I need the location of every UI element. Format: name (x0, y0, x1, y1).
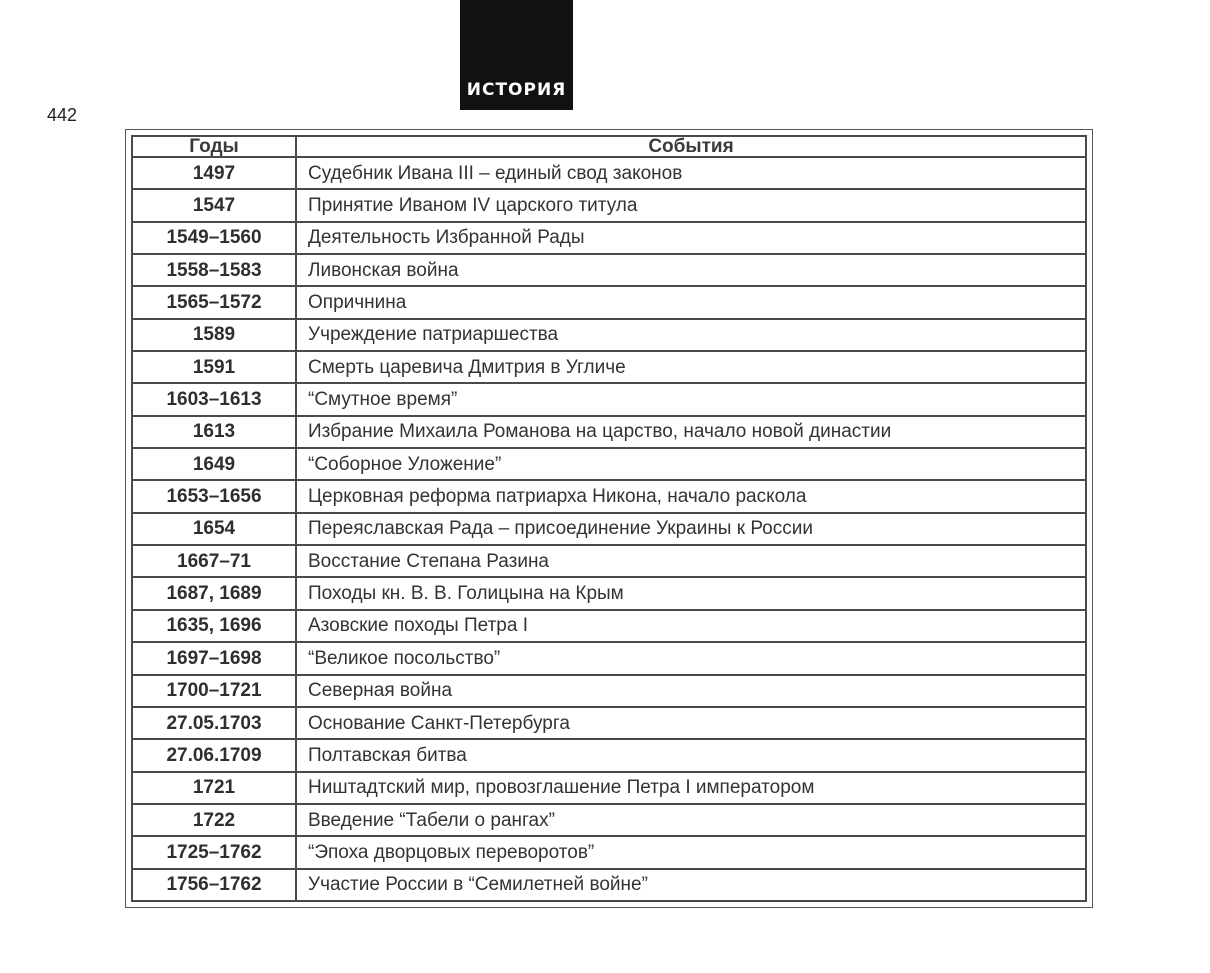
table-row (132, 416, 1086, 448)
table-header-row (132, 136, 1086, 157)
table-row (132, 480, 1086, 512)
row-years: 1603–1613 (132, 383, 296, 415)
row-event: Введение “Табели о рангах” (296, 804, 1086, 836)
row-years: 1565–1572 (132, 286, 296, 318)
chronology-table (131, 135, 1087, 902)
row-event: Принятие Иваном IV царского титула (296, 189, 1086, 221)
row-event: Церковная реформа патриарха Никона, начало раскола (296, 480, 1086, 512)
row-years: 1649 (132, 448, 296, 480)
table-row (132, 254, 1086, 286)
table-row (132, 642, 1086, 674)
table-row (132, 675, 1086, 707)
row-event: “Смутное время” (296, 383, 1086, 415)
table-row (132, 869, 1086, 901)
table-row (132, 189, 1086, 221)
row-event: Переяславская Рада – присоединение Украины к России (296, 513, 1086, 545)
row-years: 1721 (132, 772, 296, 804)
row-years: 1654 (132, 513, 296, 545)
row-event: Деятельность Избранной Рады (296, 222, 1086, 254)
row-event: “Великое посольство” (296, 642, 1086, 674)
row-event: Полтавская битва (296, 739, 1086, 771)
table-row (132, 610, 1086, 642)
section-title: ИСТОРИЯ (466, 80, 567, 100)
row-event: “Соборное Уложение” (296, 448, 1086, 480)
chronology-table-frame (125, 129, 1093, 908)
row-years: 1687, 1689 (132, 577, 296, 609)
row-years: 1591 (132, 351, 296, 383)
row-event: Судебник Ивана III – единый свод законов (296, 157, 1086, 189)
page-number: 442 (47, 105, 78, 125)
row-years: 1613 (132, 416, 296, 448)
table-row (132, 351, 1086, 383)
table-row (132, 577, 1086, 609)
row-years: 1589 (132, 319, 296, 351)
row-event: Восстание Степана Разина (296, 545, 1086, 577)
row-event: Ливонская война (296, 254, 1086, 286)
row-event: Учреждение патриаршества (296, 319, 1086, 351)
row-years: 1653–1656 (132, 480, 296, 512)
column-header-events: События (296, 136, 1086, 157)
section-tab (460, 0, 573, 110)
row-event: Избрание Михаила Романова на царство, начало новой династии (296, 416, 1086, 448)
column-header-years: Годы (132, 136, 296, 157)
table-row (132, 545, 1086, 577)
table-row (132, 707, 1086, 739)
table-row (132, 739, 1086, 771)
row-event: Участие России в “Семилетней войне” (296, 869, 1086, 901)
row-years: 1697–1698 (132, 642, 296, 674)
row-years: 1667–71 (132, 545, 296, 577)
table-row (132, 157, 1086, 189)
table-row (132, 513, 1086, 545)
row-event: Северная война (296, 675, 1086, 707)
row-event: “Эпоха дворцовых переворотов” (296, 836, 1086, 868)
row-event: Ништадтский мир, провозглашение Петра I императором (296, 772, 1086, 804)
row-years: 27.06.1709 (132, 739, 296, 771)
row-years: 1558–1583 (132, 254, 296, 286)
row-years: 1722 (132, 804, 296, 836)
row-years: 1549–1560 (132, 222, 296, 254)
table-row (132, 772, 1086, 804)
row-event: Основание Санкт-Петербурга (296, 707, 1086, 739)
table-row (132, 383, 1086, 415)
row-years: 1635, 1696 (132, 610, 296, 642)
row-years: 1547 (132, 189, 296, 221)
row-years: 1756–1762 (132, 869, 296, 901)
table-row (132, 286, 1086, 318)
row-event: Смерть царевича Дмитрия в Угличе (296, 351, 1086, 383)
table-row (132, 804, 1086, 836)
row-years: 1700–1721 (132, 675, 296, 707)
row-event: Опричнина (296, 286, 1086, 318)
row-years: 1725–1762 (132, 836, 296, 868)
table-row (132, 448, 1086, 480)
row-years: 27.05.1703 (132, 707, 296, 739)
table-row (132, 319, 1086, 351)
row-event: Походы кн. В. В. Голицына на Крым (296, 577, 1086, 609)
table-body (132, 157, 1086, 901)
table-row (132, 222, 1086, 254)
row-years: 1497 (132, 157, 296, 189)
row-event: Азовские походы Петра I (296, 610, 1086, 642)
table-row (132, 836, 1086, 868)
